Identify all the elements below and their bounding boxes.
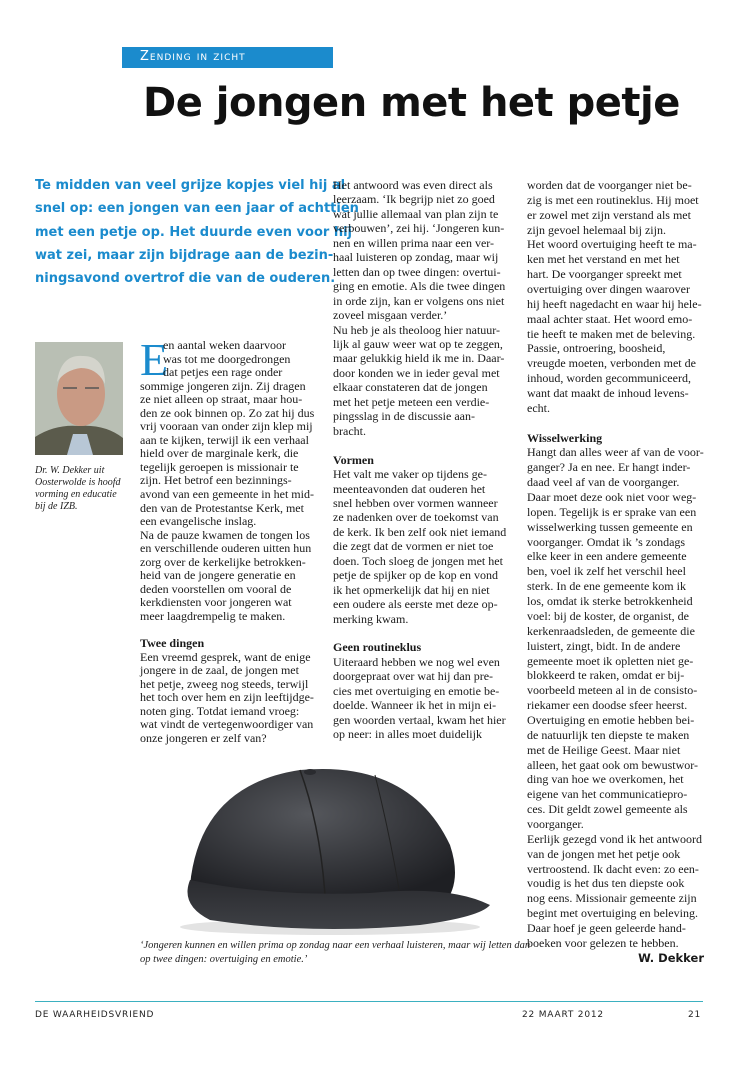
text-line: blokkeerd te raken, omdat er bij- bbox=[527, 668, 685, 683]
footer-page-number: 21 bbox=[688, 1010, 702, 1020]
text-line: ze nadenken over de toekomst van bbox=[333, 510, 499, 525]
text-line: want dat maakt de inhoud levens- bbox=[527, 386, 689, 401]
text-line: voudig is het dus ten diepste ook bbox=[527, 876, 685, 891]
text-line: zig is met een routineklus. Hij moet bbox=[527, 192, 699, 207]
article-column-2 bbox=[333, 178, 518, 742]
text-line: Uiteraard hebben we nog wel even bbox=[333, 654, 500, 669]
text-line: voel: bij de koster, de organist, de bbox=[527, 608, 689, 623]
text-line: cies met overtuiging en emotie be- bbox=[333, 683, 500, 698]
text-line: ze niet alleen op straat, maar hou- bbox=[140, 392, 303, 407]
text-line: petje de spijker op de kop en vond bbox=[333, 568, 498, 583]
text-line: haal luisteren op zondag, maar wij bbox=[333, 250, 499, 265]
article-title: De jongen met het petje bbox=[143, 80, 680, 126]
text-line: kerkenraadsleden, de gemeente die bbox=[527, 623, 695, 638]
text-line: zorg over de kerkelijke betrokken- bbox=[140, 554, 306, 569]
text-line: jongere in de zaal, de jongen met bbox=[140, 663, 299, 678]
text-line: zijn. Het betrof een bezinnings- bbox=[140, 473, 292, 488]
text-line: gemeente moet ik opletten niet ge- bbox=[527, 653, 694, 668]
text-line: het petje, zweeg nog steeds, terwijl bbox=[140, 676, 309, 691]
text-line: hield over de marginale kerk, die bbox=[140, 446, 299, 461]
author-signature: W. Dekker bbox=[638, 951, 704, 965]
text-line: Eerlijk gezegd vond ik het antwoord bbox=[527, 831, 702, 846]
text-line: merking kwam. bbox=[333, 611, 409, 626]
text-line: inhoud, worden gecommuniceerd, bbox=[527, 371, 691, 386]
text-line: een evangelische inslag. bbox=[140, 514, 257, 529]
section-heading: Vormen bbox=[333, 452, 374, 467]
paragraph-gap bbox=[333, 438, 518, 452]
text-line: vertroostend. Ik dacht even: zo een- bbox=[527, 861, 699, 876]
text-line: Daar moet deze ook niet voor weg- bbox=[527, 490, 697, 505]
text-line: luistert, zingt, bidt. In de andere bbox=[527, 638, 681, 653]
text-line: Het woord overtuiging heeft te ma- bbox=[527, 237, 697, 252]
text-line: kerkdiensten voor jongeren wat bbox=[140, 595, 292, 610]
text-line: gen woorden vertaal, kwam het hier bbox=[333, 712, 506, 727]
text-line: deden voorstellen om vooral de bbox=[140, 581, 292, 596]
text-line: meenteavonden dat ouderen het bbox=[333, 481, 486, 496]
text-line: Nu heb je als theoloog hier natuur- bbox=[333, 322, 501, 337]
footer-rule bbox=[35, 1001, 703, 1002]
text-line: avond van een gemeente in het mid- bbox=[140, 487, 314, 502]
text-line: overtuiging over dingen waarover bbox=[527, 282, 690, 297]
text-line: hij heeft nagedacht en waar hij hele- bbox=[527, 296, 702, 311]
text-line: sommige jongeren zijn. Zij dragen bbox=[140, 378, 306, 393]
paragraph-gap bbox=[333, 626, 518, 640]
text-line: het toch over hem en zijn leeftijdge- bbox=[140, 690, 314, 705]
text-line: Passie, ontroering, boosheid, bbox=[527, 341, 666, 356]
text-line: ding van hoe we overkomen, het bbox=[527, 772, 684, 787]
text-line: lopen. Tegelijk is er sprake van een bbox=[527, 504, 697, 519]
text-line: en aantal weken daarvoor bbox=[163, 338, 286, 352]
text-line: daad veel af van de voorganger. bbox=[527, 475, 680, 490]
caption-line: bij de IZB. bbox=[35, 501, 78, 512]
text-line: maar gelukkig hield ik me in. Daar- bbox=[333, 351, 505, 366]
text-line: en verschillende ouderen uitten hun bbox=[140, 541, 312, 556]
text-line: ganger? Ja en nee. Er hangt inder- bbox=[527, 460, 691, 475]
lead-line: wat zei, maar zijn bijdrage aan de bezin- bbox=[35, 247, 334, 263]
text-line: nen en willen prima naar een ver- bbox=[333, 235, 495, 250]
section-heading: Twee dingen bbox=[140, 636, 205, 651]
text-line: snel hebben over vormen wanneer bbox=[333, 495, 498, 510]
text-line: riekamer een doodse sfeer heerst. bbox=[527, 698, 688, 713]
text-line: begint met overtuiging en beleving. bbox=[527, 906, 698, 921]
text-line: den van de Protestantse Kerk, met bbox=[140, 500, 304, 515]
text-line: tie heeft te maken met de beleving. bbox=[527, 326, 696, 341]
text-line: eigene van het communicatiepro- bbox=[527, 787, 688, 802]
text-line: alleen, het gaat ook om bewustwor- bbox=[527, 757, 699, 772]
text-line: Hangt dan alles weer af van de voor- bbox=[527, 445, 704, 460]
text-line: ik het opmerkelijk dat hij en niet bbox=[333, 582, 490, 597]
text-line: Daar hoef je geen geleerde hand- bbox=[527, 920, 686, 935]
text-line: voorganger. Omdat ik ’s zondags bbox=[527, 534, 686, 549]
baseball-cap-image bbox=[150, 755, 510, 935]
lead-line: met een petje op. Het duurde even voor hij bbox=[35, 224, 352, 240]
article-lead bbox=[35, 174, 359, 290]
text-line: hart. De voorganger spreekt met bbox=[527, 267, 682, 282]
text-line: Een vreemd gesprek, want de enige bbox=[140, 649, 311, 664]
lead-line: ningsavond overtrof die van de ouderen. bbox=[35, 271, 336, 287]
text-line: wisselwerking tussen gemeente en bbox=[527, 519, 693, 534]
text-line: was tot me doorgedrongen bbox=[163, 351, 291, 366]
text-line: maal achter staat. Het woord emo- bbox=[527, 311, 693, 326]
text-line: ken met het verstand en met het bbox=[527, 252, 680, 267]
text-line: de natuurlijk ten diepste te maken bbox=[527, 727, 690, 742]
text-line: met de Heilige Geest. Maar niet bbox=[527, 742, 681, 757]
text-line: een oudere als eerste met deze op- bbox=[333, 597, 498, 612]
text-line: tegelijk geroepen is missionair te bbox=[140, 459, 299, 474]
text-line: Overtuiging en emotie hebben bei- bbox=[527, 712, 695, 727]
text-line: ben, voel ik zelf het verschil heel bbox=[527, 564, 686, 579]
text-line: elke keer in een andere gemeente bbox=[527, 549, 687, 564]
text-line: pingsslag in de discussie aan- bbox=[333, 409, 475, 424]
text-line: zoveel misgaan verder.’ bbox=[333, 308, 448, 323]
text-line: verbouwen’, zei hij. ‘Jongeren kun- bbox=[333, 221, 505, 236]
footer-magazine-name: DE WAARHEIDSVRIEND bbox=[35, 1010, 155, 1020]
text-line: leerzaam. ‘Ik begrijp niet zo goed bbox=[333, 192, 495, 207]
text-line: dat petjes een rage onder bbox=[163, 365, 283, 380]
text-line: de kerk. Ik ben zelf ook niet iemand bbox=[333, 524, 507, 539]
text-line: door konden we in ieder geval met bbox=[333, 365, 500, 380]
section-heading: Geen routineklus bbox=[333, 640, 422, 655]
author-photo-caption bbox=[35, 465, 135, 513]
text-line: aan te kijken, terwijl ik een verhaal bbox=[140, 432, 309, 447]
text-line: worden dat de voorganger niet be- bbox=[527, 178, 692, 192]
text-line: ces. Dit geldt zowel gemeente als bbox=[527, 802, 688, 817]
paragraph-gap bbox=[140, 623, 325, 637]
section-kicker: Zending in zicht bbox=[122, 47, 333, 68]
text-line: met het petje meteen een verdie- bbox=[333, 394, 490, 409]
text-line: doorgepraat over wat hij dan pre- bbox=[333, 669, 494, 684]
text-line: ging en emotie. Als die twee dingen bbox=[333, 279, 506, 294]
drop-cap: E bbox=[140, 334, 169, 385]
text-line: heid van de jongere generatie en bbox=[140, 568, 296, 583]
text-line: noten ging. Totdat iemand vroeg: bbox=[140, 703, 300, 718]
text-line: bracht. bbox=[333, 423, 366, 438]
text-line: die zegt dat de vormen er niet toe bbox=[333, 539, 494, 554]
text-line: Het antwoord was even direct als bbox=[333, 178, 493, 192]
text-line: meer laagdrempelig te maken. bbox=[140, 608, 286, 623]
caption-line: ‘Jongeren kunnen en willen prima op zondag naar een verhaal luisteren, maar wij letten dan bbox=[140, 940, 531, 951]
text-line: in orde zijn, kan er volgens ons niet bbox=[333, 293, 505, 308]
author-photo bbox=[35, 342, 123, 455]
article-column-1 bbox=[140, 334, 325, 745]
text-line: doen. Toch sloeg de jongen met het bbox=[333, 553, 503, 568]
text-line: nog eens. Missionair gemeente zijn bbox=[527, 891, 697, 906]
text-line: vrij vooraan van onder zijn klep mij bbox=[140, 419, 313, 434]
text-line: voorganger. bbox=[527, 816, 584, 831]
text-line: Na de pauze kwamen de tongen los bbox=[140, 527, 310, 542]
text-line: er zowel met zijn verstand als met bbox=[527, 207, 691, 222]
text-line: boeken voor gelezen te hebben. bbox=[527, 935, 679, 950]
caption-line: op twee dingen: overtuiging en emotie.’ bbox=[140, 954, 308, 965]
caption-line: Oosterwolde is hoofd bbox=[35, 477, 121, 488]
text-line: zijn gevoel helemaal bij zijn. bbox=[527, 222, 666, 237]
text-line: los, omdat ik sterke betrokkenheid bbox=[527, 594, 693, 609]
text-line: op neer: in alles moet duidelijk bbox=[333, 727, 482, 742]
image-caption bbox=[140, 939, 530, 967]
text-line: lijk al gauw weer wat op te zeggen, bbox=[333, 336, 503, 351]
paragraph-gap bbox=[527, 416, 707, 431]
section-heading: Wisselwerking bbox=[527, 430, 603, 445]
text-line: sterk. In de ene gemeente kom ik bbox=[527, 579, 686, 594]
footer-date: 22 MAART 2012 bbox=[522, 1010, 604, 1020]
text-line: wat jullie allemaal van plan zijn te bbox=[333, 206, 499, 221]
text-line: echt. bbox=[527, 400, 550, 415]
text-line: vreugde moeten, verbonden met de bbox=[527, 356, 696, 371]
text-line: wat vindt de vertegenwoordiger van bbox=[140, 717, 314, 732]
caption-line: vorming en educatie bbox=[35, 489, 117, 500]
text-line: van de jongen met het petje ook bbox=[527, 846, 681, 861]
text-line: letten dan op twee dingen: overtui- bbox=[333, 264, 501, 279]
caption-line: Dr. W. Dekker uit bbox=[35, 465, 105, 476]
text-line: doelde. Wanneer ik het in mijn ei- bbox=[333, 698, 497, 713]
text-line: elkaar constateren dat de jongen bbox=[333, 380, 488, 395]
text-line: den ze ook binnen op. Zo zat hij dus bbox=[140, 405, 315, 420]
text-line: voorbeeld meteen al in de consisto- bbox=[527, 683, 698, 698]
lead-line: snel op: een jongen van een jaar of achttien bbox=[35, 201, 359, 217]
lead-line: Te midden van veel grijze kopjes viel hij al bbox=[35, 178, 346, 193]
text-line: onze jongeren er zelf van? bbox=[140, 730, 267, 745]
text-line: Het valt me vaker op tijdens ge- bbox=[333, 467, 487, 482]
article-column-3 bbox=[527, 178, 707, 951]
